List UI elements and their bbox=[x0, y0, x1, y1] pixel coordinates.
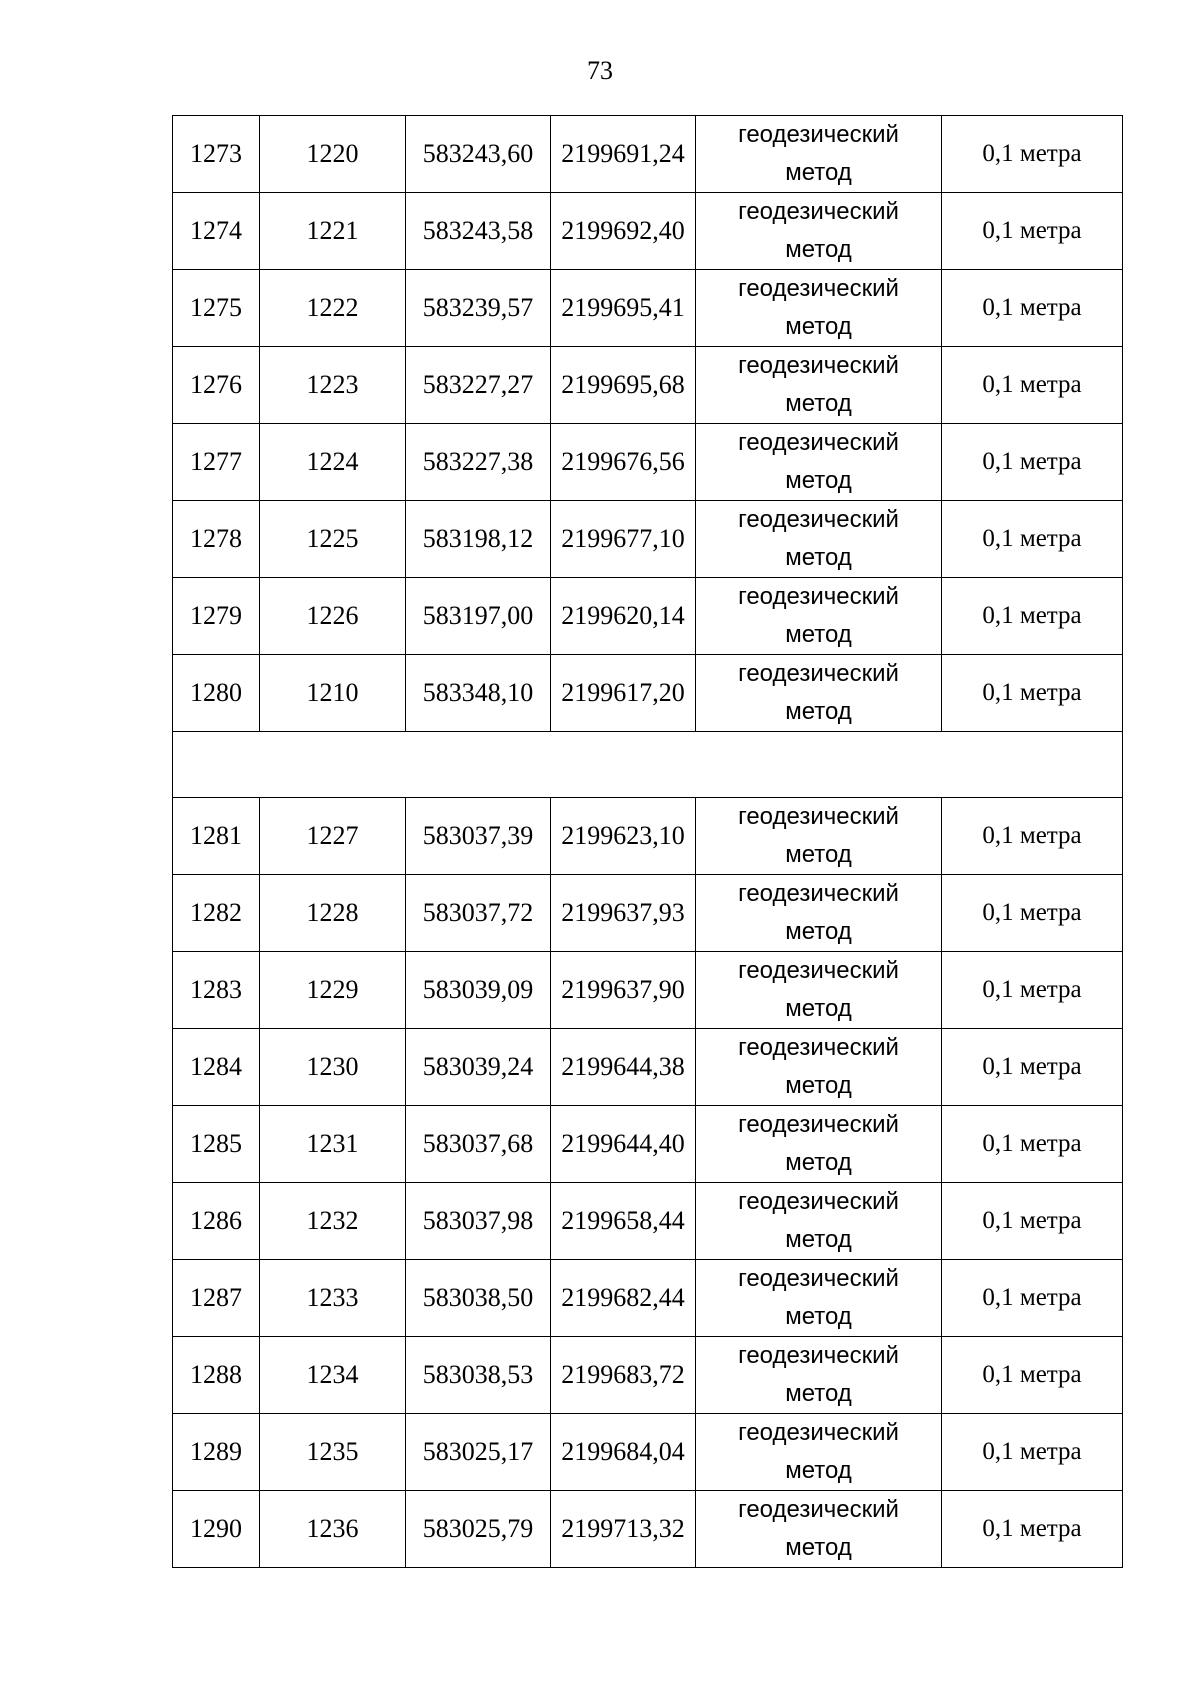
method-line-1: геодезический bbox=[738, 1419, 899, 1446]
row-number-cell: 1287 bbox=[173, 1260, 260, 1337]
point-number-cell: 1224 bbox=[260, 424, 406, 501]
x-coordinate-cell: 583239,57 bbox=[406, 270, 551, 347]
y-coordinate-cell: 2199644,38 bbox=[551, 1029, 696, 1106]
method-line-1: геодезический bbox=[738, 275, 899, 302]
row-number-cell: 1290 bbox=[173, 1491, 260, 1568]
table-row bbox=[173, 1260, 1123, 1337]
point-number-cell: 1231 bbox=[260, 1106, 406, 1183]
method-line-2: метод bbox=[785, 698, 852, 725]
method-line-2: метод bbox=[785, 467, 852, 494]
precision-cell: 0,1 метра bbox=[942, 347, 1123, 424]
precision-cell: 0,1 метра bbox=[942, 1029, 1123, 1106]
method-line-2: метод bbox=[785, 236, 852, 263]
method-line-1: геодезический bbox=[738, 1188, 899, 1215]
precision-cell: 0,1 метра bbox=[942, 424, 1123, 501]
table-row bbox=[173, 1491, 1123, 1568]
method-line-1: геодезический bbox=[738, 660, 899, 687]
coordinates-table-body bbox=[173, 116, 1123, 1568]
point-number-cell: 1222 bbox=[260, 270, 406, 347]
x-coordinate-cell: 583025,79 bbox=[406, 1491, 551, 1568]
point-number-cell: 1221 bbox=[260, 193, 406, 270]
x-coordinate-cell: 583227,38 bbox=[406, 424, 551, 501]
point-number-cell: 1227 bbox=[260, 798, 406, 875]
precision-cell: 0,1 метра bbox=[942, 1491, 1123, 1568]
precision-cell: 0,1 метра bbox=[942, 1183, 1123, 1260]
point-number-cell: 1225 bbox=[260, 501, 406, 578]
precision-cell: 0,1 метра bbox=[942, 1260, 1123, 1337]
method-line-1: геодезический bbox=[738, 1496, 899, 1523]
section-separator-cell bbox=[173, 732, 1123, 798]
row-number-cell: 1279 bbox=[173, 578, 260, 655]
y-coordinate-cell: 2199692,40 bbox=[551, 193, 696, 270]
method-cell bbox=[696, 270, 942, 347]
y-coordinate-cell: 2199637,90 bbox=[551, 952, 696, 1029]
x-coordinate-cell: 583038,53 bbox=[406, 1337, 551, 1414]
point-number-cell: 1210 bbox=[260, 655, 406, 732]
table-row bbox=[173, 578, 1123, 655]
section-separator-row bbox=[173, 732, 1123, 798]
y-coordinate-cell: 2199684,04 bbox=[551, 1414, 696, 1491]
precision-cell: 0,1 метра bbox=[942, 1337, 1123, 1414]
y-coordinate-cell: 2199644,40 bbox=[551, 1106, 696, 1183]
table-row bbox=[173, 424, 1123, 501]
row-number-cell: 1285 bbox=[173, 1106, 260, 1183]
method-cell bbox=[696, 193, 942, 270]
method-line-2: метод bbox=[785, 1149, 852, 1176]
method-line-2: метод bbox=[785, 390, 852, 417]
x-coordinate-cell: 583038,50 bbox=[406, 1260, 551, 1337]
method-line-2: метод bbox=[785, 159, 852, 186]
x-coordinate-cell: 583227,27 bbox=[406, 347, 551, 424]
row-number-cell: 1283 bbox=[173, 952, 260, 1029]
precision-cell: 0,1 метра bbox=[942, 501, 1123, 578]
row-number-cell: 1280 bbox=[173, 655, 260, 732]
method-line-1: геодезический bbox=[738, 1111, 899, 1138]
precision-cell: 0,1 метра bbox=[942, 1106, 1123, 1183]
table-row bbox=[173, 655, 1123, 732]
method-line-2: метод bbox=[785, 1380, 852, 1407]
method-line-2: метод bbox=[785, 995, 852, 1022]
x-coordinate-cell: 583039,24 bbox=[406, 1029, 551, 1106]
table-row bbox=[173, 193, 1123, 270]
method-cell bbox=[696, 1337, 942, 1414]
y-coordinate-cell: 2199623,10 bbox=[551, 798, 696, 875]
y-coordinate-cell: 2199695,41 bbox=[551, 270, 696, 347]
x-coordinate-cell: 583243,60 bbox=[406, 116, 551, 193]
point-number-cell: 1236 bbox=[260, 1491, 406, 1568]
y-coordinate-cell: 2199695,68 bbox=[551, 347, 696, 424]
method-line-1: геодезический bbox=[738, 198, 899, 225]
method-line-1: геодезический bbox=[738, 880, 899, 907]
table-row bbox=[173, 1106, 1123, 1183]
method-line-2: метод bbox=[785, 918, 852, 945]
method-line-2: метод bbox=[785, 621, 852, 648]
point-number-cell: 1229 bbox=[260, 952, 406, 1029]
precision-cell: 0,1 метра bbox=[942, 116, 1123, 193]
x-coordinate-cell: 583348,10 bbox=[406, 655, 551, 732]
coordinates-table bbox=[172, 115, 1123, 1568]
point-number-cell: 1235 bbox=[260, 1414, 406, 1491]
method-cell bbox=[696, 1414, 942, 1491]
row-number-cell: 1274 bbox=[173, 193, 260, 270]
x-coordinate-cell: 583197,00 bbox=[406, 578, 551, 655]
point-number-cell: 1233 bbox=[260, 1260, 406, 1337]
method-line-1: геодезический bbox=[738, 1342, 899, 1369]
x-coordinate-cell: 583039,09 bbox=[406, 952, 551, 1029]
row-number-cell: 1273 bbox=[173, 116, 260, 193]
method-line-1: геодезический bbox=[738, 1034, 899, 1061]
point-number-cell: 1223 bbox=[260, 347, 406, 424]
row-number-cell: 1276 bbox=[173, 347, 260, 424]
method-cell bbox=[696, 1260, 942, 1337]
method-line-1: геодезический bbox=[738, 803, 899, 830]
precision-cell: 0,1 метра bbox=[942, 1414, 1123, 1491]
method-line-1: геодезический bbox=[738, 1265, 899, 1292]
table-row bbox=[173, 501, 1123, 578]
row-number-cell: 1288 bbox=[173, 1337, 260, 1414]
precision-cell: 0,1 метра bbox=[942, 578, 1123, 655]
row-number-cell: 1289 bbox=[173, 1414, 260, 1491]
method-line-2: метод bbox=[785, 544, 852, 571]
table-row bbox=[173, 270, 1123, 347]
row-number-cell: 1284 bbox=[173, 1029, 260, 1106]
method-cell bbox=[696, 424, 942, 501]
method-cell bbox=[696, 655, 942, 732]
method-line-1: геодезический bbox=[738, 506, 899, 533]
y-coordinate-cell: 2199713,32 bbox=[551, 1491, 696, 1568]
table-row bbox=[173, 1183, 1123, 1260]
method-cell bbox=[696, 578, 942, 655]
y-coordinate-cell: 2199677,10 bbox=[551, 501, 696, 578]
y-coordinate-cell: 2199637,93 bbox=[551, 875, 696, 952]
precision-cell: 0,1 метра bbox=[942, 270, 1123, 347]
precision-cell: 0,1 метра bbox=[942, 655, 1123, 732]
page-number: 73 bbox=[587, 56, 613, 85]
method-line-2: метод bbox=[785, 313, 852, 340]
table-row bbox=[173, 1414, 1123, 1491]
row-number-cell: 1286 bbox=[173, 1183, 260, 1260]
table-row bbox=[173, 1029, 1123, 1106]
method-line-2: метод bbox=[785, 841, 852, 868]
method-line-2: метод bbox=[785, 1072, 852, 1099]
y-coordinate-cell: 2199658,44 bbox=[551, 1183, 696, 1260]
method-line-2: метод bbox=[785, 1457, 852, 1484]
method-cell bbox=[696, 952, 942, 1029]
x-coordinate-cell: 583037,98 bbox=[406, 1183, 551, 1260]
precision-cell: 0,1 метра bbox=[942, 875, 1123, 952]
y-coordinate-cell: 2199691,24 bbox=[551, 116, 696, 193]
method-cell bbox=[696, 347, 942, 424]
method-cell bbox=[696, 116, 942, 193]
method-line-2: метод bbox=[785, 1303, 852, 1330]
y-coordinate-cell: 2199676,56 bbox=[551, 424, 696, 501]
point-number-cell: 1220 bbox=[260, 116, 406, 193]
point-number-cell: 1226 bbox=[260, 578, 406, 655]
table-row bbox=[173, 347, 1123, 424]
x-coordinate-cell: 583037,68 bbox=[406, 1106, 551, 1183]
table-row bbox=[173, 798, 1123, 875]
point-number-cell: 1228 bbox=[260, 875, 406, 952]
method-line-1: геодезический bbox=[738, 352, 899, 379]
point-number-cell: 1232 bbox=[260, 1183, 406, 1260]
point-number-cell: 1230 bbox=[260, 1029, 406, 1106]
x-coordinate-cell: 583243,58 bbox=[406, 193, 551, 270]
method-cell bbox=[696, 1106, 942, 1183]
table-row bbox=[173, 952, 1123, 1029]
x-coordinate-cell: 583037,39 bbox=[406, 798, 551, 875]
method-cell bbox=[696, 798, 942, 875]
precision-cell: 0,1 метра bbox=[942, 952, 1123, 1029]
x-coordinate-cell: 583198,12 bbox=[406, 501, 551, 578]
table-row bbox=[173, 1337, 1123, 1414]
row-number-cell: 1282 bbox=[173, 875, 260, 952]
row-number-cell: 1278 bbox=[173, 501, 260, 578]
y-coordinate-cell: 2199617,20 bbox=[551, 655, 696, 732]
method-cell bbox=[696, 501, 942, 578]
precision-cell: 0,1 метра bbox=[942, 193, 1123, 270]
method-cell bbox=[696, 1491, 942, 1568]
table-row bbox=[173, 875, 1123, 952]
x-coordinate-cell: 583025,17 bbox=[406, 1414, 551, 1491]
method-cell bbox=[696, 1029, 942, 1106]
method-line-1: геодезический bbox=[738, 429, 899, 456]
row-number-cell: 1275 bbox=[173, 270, 260, 347]
y-coordinate-cell: 2199683,72 bbox=[551, 1337, 696, 1414]
x-coordinate-cell: 583037,72 bbox=[406, 875, 551, 952]
y-coordinate-cell: 2199620,14 bbox=[551, 578, 696, 655]
method-line-2: метод bbox=[785, 1534, 852, 1561]
row-number-cell: 1281 bbox=[173, 798, 260, 875]
y-coordinate-cell: 2199682,44 bbox=[551, 1260, 696, 1337]
method-line-2: метод bbox=[785, 1226, 852, 1253]
row-number-cell: 1277 bbox=[173, 424, 260, 501]
point-number-cell: 1234 bbox=[260, 1337, 406, 1414]
precision-cell: 0,1 метра bbox=[942, 798, 1123, 875]
method-cell bbox=[696, 1183, 942, 1260]
table-row bbox=[173, 116, 1123, 193]
method-line-1: геодезический bbox=[738, 121, 899, 148]
method-line-1: геодезический bbox=[738, 583, 899, 610]
method-cell bbox=[696, 875, 942, 952]
method-line-1: геодезический bbox=[738, 957, 899, 984]
